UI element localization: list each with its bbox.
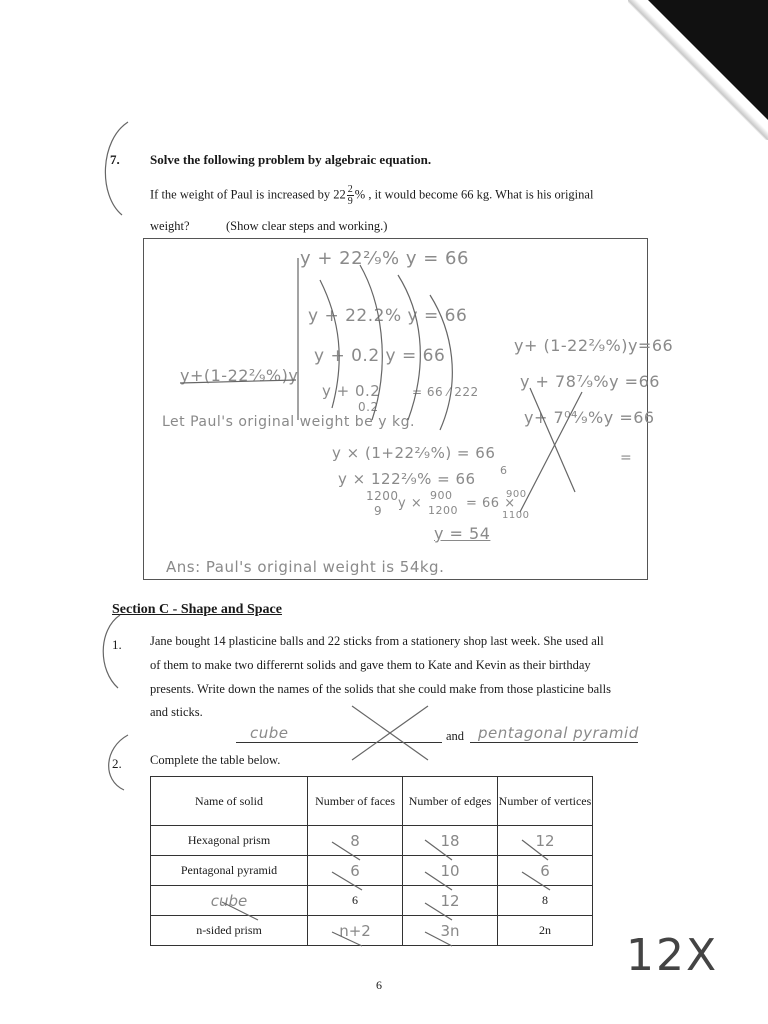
section-c-title: Section C - Shape and Space xyxy=(112,602,282,617)
work-result: y = 54 xyxy=(434,524,491,543)
row-2-vertices[interactable]: 6 xyxy=(498,856,593,886)
cross-r4-edges xyxy=(425,932,452,946)
question-7-number: 7. xyxy=(110,152,120,167)
row-4-name: n-sided prism xyxy=(151,916,308,946)
q7-line1-post: % , it would become 66 kg. What is his original xyxy=(354,187,594,202)
row-3-vertices: 8 xyxy=(498,886,593,916)
answer-1-text: cube xyxy=(250,724,289,742)
cross-r2-faces xyxy=(332,872,362,890)
question-1-line-4: and sticks. xyxy=(150,705,203,719)
work-attempt-3: y + 0.2 y = 66 xyxy=(314,346,446,366)
row-1-faces[interactable]: 8 xyxy=(308,826,403,856)
work-attempt-4: y + 0.2 xyxy=(322,382,381,400)
work-right-1: y+ (1-22²⁄₉%)y=66 xyxy=(514,336,674,355)
work-crossed-left: y+(1-22²⁄₉%)y xyxy=(180,366,299,385)
cross-r1-vertices xyxy=(522,840,548,860)
and-word: and xyxy=(446,729,465,743)
page-number: 6 xyxy=(376,978,382,992)
question-2-number: 2. xyxy=(112,756,122,771)
work-let-statement: Let Paul's original weight be y kg. xyxy=(162,414,415,430)
score-mark: 12X xyxy=(626,930,719,981)
work-attempt-4-rhs: = 66 ⁄ 222 xyxy=(412,385,479,399)
question-7-heading: Solve the following problem by algebraic equation. xyxy=(150,152,432,167)
question-1-line-2: of them to make two differernt solids and gave them to Kate and Kevin as their birthday xyxy=(150,658,591,672)
work-step-3-rfrac-num: 900 xyxy=(506,489,527,500)
work-step-2: y × 122²⁄₉% = 66 xyxy=(338,470,476,488)
header-edges: Number of edges xyxy=(403,777,498,826)
q7-margin-bracket xyxy=(105,122,128,215)
row-1-vertices[interactable]: 12 xyxy=(498,826,593,856)
question-7-line-2: weight? xyxy=(150,219,190,233)
q7-fraction-num: 2 xyxy=(347,184,353,195)
work-step-3-num: 1200 xyxy=(366,489,399,503)
row-3-faces: 6 xyxy=(308,886,403,916)
row-1-name: Hexagonal prism xyxy=(151,826,308,856)
work-cross-right-b xyxy=(520,392,582,512)
work-attempt-1: y + 22²⁄₉% y = 66 xyxy=(300,248,469,269)
work-step-3-den: 9 xyxy=(374,504,383,518)
work-right-4: = xyxy=(620,450,633,466)
work-step-2-cancel: 6 xyxy=(500,464,508,477)
answer-2-text: pentagonal pyramid xyxy=(478,724,639,742)
cross-r1-faces xyxy=(332,842,360,860)
work-answer: Ans: Paul's original weight is 54kg. xyxy=(166,558,445,576)
question-1-number: 1. xyxy=(112,637,122,652)
work-right-2: y + 78⁷⁄₉%y =66 xyxy=(520,372,660,391)
q7-fraction-den: 9 xyxy=(347,196,353,207)
work-strike-left xyxy=(180,380,296,383)
row-2-edges[interactable]: 10 xyxy=(403,856,498,886)
work-loop-3 xyxy=(398,275,420,420)
question-7-instruction: (Show clear steps and working.) xyxy=(226,219,388,233)
cross-r3-edges xyxy=(425,903,452,920)
work-step-3-frac-num: 900 xyxy=(430,489,453,502)
cross-r2-vertices xyxy=(522,872,550,890)
work-loop-4 xyxy=(430,295,452,430)
cross-r4-faces xyxy=(332,932,362,946)
cross-r3-name xyxy=(222,902,258,920)
work-attempt-4-den: 0.2 xyxy=(358,400,379,414)
header-vertices: Number of vertices xyxy=(498,777,593,826)
row-2-faces[interactable]: 6 xyxy=(308,856,403,886)
q2-margin-bracket xyxy=(109,735,128,790)
row-3-edges[interactable]: 12 xyxy=(403,886,498,916)
header-name: Name of solid xyxy=(151,777,308,826)
question-1-line-3: presents. Write down the names of the solids that she could make from those plasticine balls xyxy=(150,682,611,696)
row-2-name: Pentagonal pyramid xyxy=(151,856,308,886)
question-1-line-1: Jane bought 14 plasticine balls and 22 sticks from a stationery shop last week. She used all xyxy=(150,634,604,648)
work-right-3: y+ 7⁰⁴⁄₉%y =66 xyxy=(524,408,655,427)
row-4-faces[interactable]: n+2 xyxy=(308,916,403,946)
work-step-1: y × (1+22²⁄₉%) = 66 xyxy=(332,444,496,462)
work-cross-right-a xyxy=(530,388,575,492)
row-4-edges[interactable]: 3n xyxy=(403,916,498,946)
work-loop-2 xyxy=(360,265,382,420)
work-step-3-y: y × xyxy=(398,496,423,511)
work-loop-1 xyxy=(320,280,339,408)
row-3-name[interactable]: cube xyxy=(151,886,308,916)
row-1-edges[interactable]: 18 xyxy=(403,826,498,856)
question-2-instruction: Complete the table below. xyxy=(150,753,281,767)
q7-line1-pre: If the weight of Paul is increased by 22 xyxy=(150,187,346,202)
cross-r2-edges xyxy=(425,872,452,890)
row-4-vertices: 2n xyxy=(498,916,593,946)
header-faces: Number of faces xyxy=(308,777,403,826)
cross-r1-edges xyxy=(425,840,452,860)
work-step-3-rhs: = 66 × xyxy=(466,496,516,511)
work-attempt-2: y + 22.2% y = 66 xyxy=(308,306,468,326)
work-step-3-rfrac-den: 1100 xyxy=(502,510,530,521)
q1-margin-bracket xyxy=(103,615,120,688)
work-step-3-frac-den: 1200 xyxy=(428,504,458,517)
